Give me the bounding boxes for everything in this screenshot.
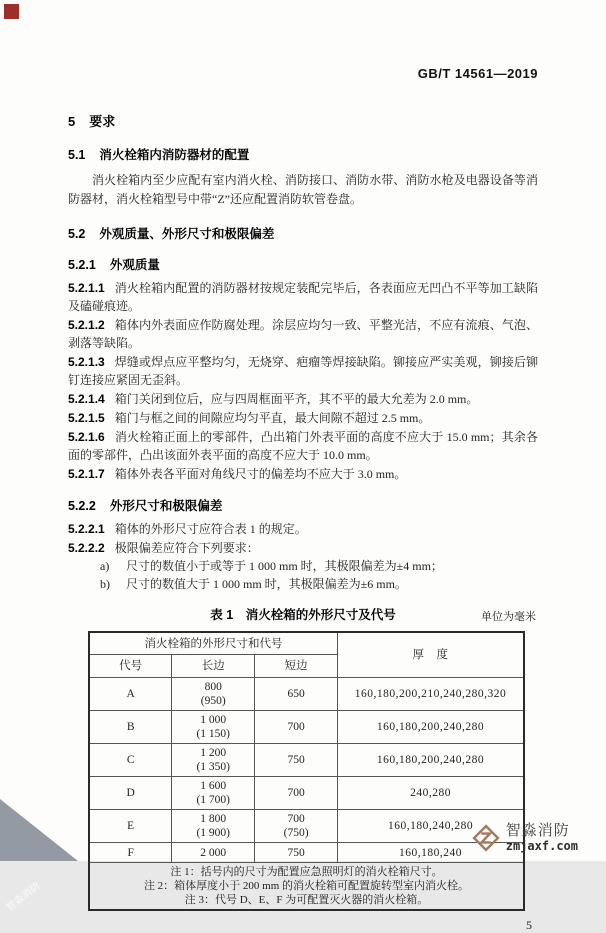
- clause-number: 5.2.1.7: [68, 467, 105, 481]
- table-row: [89, 744, 524, 777]
- value: 700: [287, 721, 305, 733]
- cell-thickness: 240,280: [338, 777, 525, 810]
- table-caption: 表 1 消火栓箱的外形尺寸及代号: [210, 608, 396, 622]
- cell-thickness: 160,180,200,240,280: [338, 711, 525, 744]
- clause: [68, 520, 538, 538]
- list-item-b: [68, 575, 538, 593]
- clause-text: 极限偏差应符合下列要求：: [114, 541, 259, 555]
- value-paren: (750): [283, 827, 309, 839]
- table-notes: [89, 863, 524, 911]
- section-title: 外观质量: [109, 258, 160, 272]
- cell-thickness: 160,180,240: [338, 843, 525, 863]
- value: 750: [287, 846, 305, 859]
- table-row: [89, 678, 524, 711]
- clauses-5-2-1: [68, 279, 538, 483]
- section-number: 5.1: [68, 148, 86, 162]
- clause-number: 5.2.2.2: [68, 541, 105, 555]
- table-row: [89, 777, 524, 810]
- value-paren: (1 900): [196, 827, 231, 839]
- value: 1 800: [200, 813, 227, 825]
- clause-number: 5.2.1.3: [68, 355, 105, 369]
- note-3: 注 3：代号 D、E、F 为可配置灭火器的消火栓箱。: [184, 894, 429, 906]
- section-5-2-2-heading: [68, 496, 538, 514]
- clause-text: 消火栓箱内配置的消防器材按规定装配完毕后，各表面应无凹凸不平等加工缺陷及磕碰痕迹。: [68, 281, 538, 313]
- table-1-dimensions: [88, 631, 525, 911]
- cell-long: [172, 744, 255, 777]
- clause-number: 5.2.1.6: [68, 430, 105, 444]
- table-caption-row: [68, 605, 538, 623]
- corner-watermark-text: 智淼消防: [4, 880, 43, 914]
- value: 750: [287, 754, 305, 766]
- cell-code: F: [89, 843, 172, 863]
- clause-text: 箱体内外表面应作防腐处理。涂层应均匀一致、平整光洁，不应有流痕、气泡、剥落等缺陷。: [68, 318, 538, 350]
- brand-text-block: [506, 823, 578, 853]
- clause: [68, 539, 538, 557]
- table-unit-label: 单位为毫米: [481, 611, 536, 623]
- clause: [68, 353, 538, 389]
- cell-thickness: 160,180,200,240,280: [338, 744, 525, 777]
- value: 650: [287, 688, 305, 700]
- col-header-code: 代号: [89, 655, 172, 678]
- clause-text: 箱门关闭到位后，应与四周框面平齐，其不平的最大允差为 2.0 mm。: [114, 392, 479, 406]
- section-title: 消火栓箱内消防器材的配置: [99, 148, 250, 162]
- cell-short: [255, 810, 338, 843]
- col-header-short: 短边: [255, 655, 338, 678]
- clause: [68, 316, 538, 352]
- value: 2 000: [200, 846, 227, 859]
- cell-short: [255, 744, 338, 777]
- value-paren: (1 700): [196, 794, 231, 806]
- value: 700: [287, 787, 305, 799]
- value: 700: [287, 813, 305, 825]
- cell-long: [172, 777, 255, 810]
- list-marker: b): [100, 577, 110, 591]
- clause-text: 箱体外表各平面对角线尺寸的偏差均不应大于 3.0 mm。: [114, 467, 407, 481]
- clause-number: 5.2.1.4: [68, 392, 105, 406]
- clause-number: 5.2.1.2: [68, 318, 105, 332]
- cell-code: C: [89, 744, 172, 777]
- value: 800: [204, 681, 222, 693]
- table-row: [89, 711, 524, 744]
- cell-code: E: [89, 810, 172, 843]
- value-paren: (1 350): [196, 761, 231, 773]
- list-marker: a): [100, 559, 110, 573]
- cell-code: D: [89, 777, 172, 810]
- cell-long: [172, 711, 255, 744]
- clause-text: 消火栓箱正面上的零部件，凸出箱门外表平面的高度不应大于 15.0 mm；其余各面的零部件，凸出该面外表平面的高度不应大于 10.0 mm。: [68, 430, 538, 462]
- table-header-row: [89, 632, 524, 655]
- section-number: 5: [68, 114, 76, 129]
- site-watermark: [470, 822, 578, 854]
- clause: [68, 390, 538, 408]
- clause-number: 5.2.2.1: [68, 522, 105, 536]
- value: 1 200: [200, 747, 227, 759]
- paragraph-5-1: 消火栓箱内至少应配有室内消火栓、消防接口、消防水带、消防水枪及电器设备等消防器材，消火栓箱型号中带“Z”还应配置消防软管卷盘。: [68, 173, 538, 206]
- table-row: [89, 810, 524, 843]
- thickness-header-cell: 厚 度: [338, 632, 525, 678]
- col-header-long: 长边: [172, 655, 255, 678]
- clause-number: 5.2.1.5: [68, 411, 105, 425]
- clause: [68, 409, 538, 427]
- cell-thickness: 160,180,240,280: [338, 810, 525, 843]
- list-item-a: [68, 557, 538, 575]
- cell-long: [172, 678, 255, 711]
- clause-text: 焊缝或焊点应平整均匀，无烧穿、疤瘤等焊接缺陷。铆接应严实美观，铆接后铆钉连接应紧固无歪斜。: [68, 355, 538, 387]
- section-number: 5.2.1: [68, 258, 96, 272]
- cell-code: B: [89, 711, 172, 744]
- cell-long: [172, 843, 255, 863]
- section-title: 要求: [89, 114, 116, 129]
- note-2: 注 2：箱体厚度小于 200 mm 的消火栓箱可配置旋转型室内消火栓。: [143, 880, 470, 892]
- clauses-5-2-2: [68, 520, 538, 593]
- section-5-1-heading: [68, 145, 538, 163]
- list-text: 尺寸的数值大于 1 000 mm 时，其极限偏差为±6 mm。: [126, 577, 407, 591]
- zm-diamond-logo-icon: [470, 822, 502, 854]
- cell-thickness: 160,180,200,210,240,280,320: [338, 678, 525, 711]
- cell-short: [255, 777, 338, 810]
- list-text: 尺寸的数值小于或等于 1 000 mm 时，其极限偏差为±4 mm；: [126, 559, 443, 573]
- clause-number: 5.2.1.1: [68, 281, 105, 295]
- page-number: 5: [526, 918, 532, 932]
- cell-short: [255, 843, 338, 863]
- cell-long: [172, 810, 255, 843]
- clause: [68, 428, 538, 464]
- clause: [68, 279, 538, 315]
- table-row: [89, 843, 524, 863]
- corner-watermark-triangle: [0, 799, 78, 861]
- note-1: 注 1：括号内的尺寸为配置应急照明灯的消火栓箱尺寸。: [170, 866, 443, 878]
- red-corner-mark: [4, 4, 19, 19]
- standard-code: GB/T 14561—2019: [417, 66, 538, 81]
- value: 1 000: [200, 714, 227, 726]
- brand-name: 智淼消防: [505, 823, 570, 839]
- cell-short: [255, 711, 338, 744]
- section-title: 外形尺寸和极限偏差: [109, 499, 223, 513]
- value-paren: (950): [200, 695, 226, 707]
- section-number: 5.2.2: [68, 499, 96, 513]
- section-5-heading: [68, 111, 538, 130]
- table-notes-row: [89, 863, 524, 911]
- cell-short: [255, 678, 338, 711]
- brand-url: zmjaxf.com: [505, 839, 578, 853]
- value: 1 600: [200, 780, 227, 792]
- cell-code: A: [89, 678, 172, 711]
- clause-text: 箱门与框之间的间隙应均匀平直，最大间隙不超过 2.5 mm。: [114, 411, 431, 425]
- section-title: 外观质量、外形尺寸和极限偏差: [99, 227, 275, 241]
- clause: [68, 465, 538, 483]
- section-5-2-1-heading: [68, 255, 538, 273]
- value-paren: (1 150): [196, 728, 231, 740]
- section-5-2-heading: [68, 224, 538, 242]
- group-header-cell: 消火栓箱的外形尺寸和代号: [89, 632, 338, 655]
- clause-text: 箱体的外形尺寸应符合表 1 的规定。: [114, 522, 307, 536]
- section-number: 5.2: [68, 227, 86, 241]
